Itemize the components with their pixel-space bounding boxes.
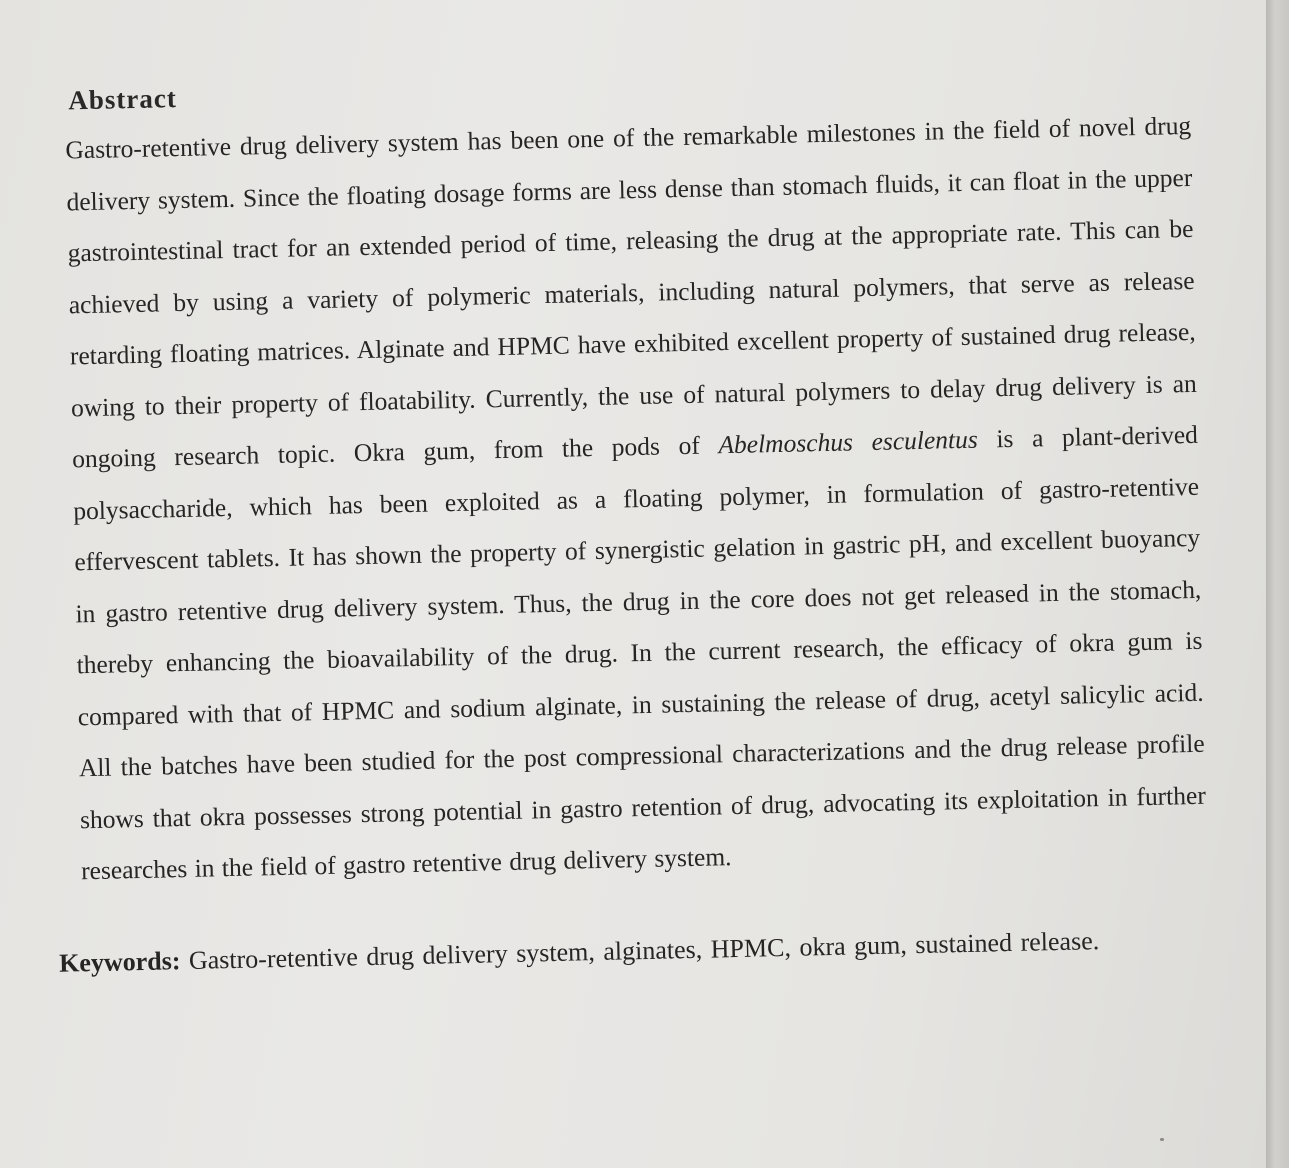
page-edge-shadow [1266, 0, 1289, 1168]
keywords-label: Keywords: [58, 945, 181, 978]
species-name: Abelmoschus esculentus [718, 424, 979, 460]
keywords-text: Gastro-retentive drug delivery system, alginates, HPMC, okra gum, sustained release. [188, 925, 1100, 975]
abstract-body [41, 100, 1208, 897]
abstract-text-part-2: is a plant-derived polysaccharide, which has been exploited as a floating polymer, in formulation of gastro-retentive effervescent tablets. It has shown the property of synergistic gelation in gastric pH, and excellent buoyancy in gastro retentive drug delivery system. Thus, the drug in the core does not get released in the stomach, thereby enhancing the bioavailability of the drug. In the current research, the efficacy of okra gum is compared with that of HPMC and sodium alginate, in sustaining the release of drug, acetyl salicylic acid. All the batches have been studied for the post compressional characterizations and the drug release profile shows that okra possesses strong potential in gastro retention of drug, advocating its exploitation in further researches in the field of gastro retentive drug delivery system. [72, 419, 1207, 886]
paper-speck [1160, 1138, 1164, 1141]
keywords-paragraph [58, 906, 1209, 995]
abstract-section [40, 61, 1210, 995]
abstract-text-part-1: Gastro-retentive drug delivery system has been one of the remarkable milestones in the field of novel drug delivery system. Since the floating dosage forms are less dense than stomach fluids, it can float in the upper gastrointestinal tract for an extended period of time, releasing the drug at the appropriate rate. This can be achieved by using a variety of polymeric materials, including natural polymers, that serve as release retarding floating matrices. Alginate and HPMC have exhibited excellent property of sustained drug release, owing to their property of floatability. Currently, the use of natural polymers to delay drug delivery is an ongoing research topic. Okra gum, from the pods of [65, 110, 1198, 474]
abstract-heading: Abstract [67, 83, 178, 116]
